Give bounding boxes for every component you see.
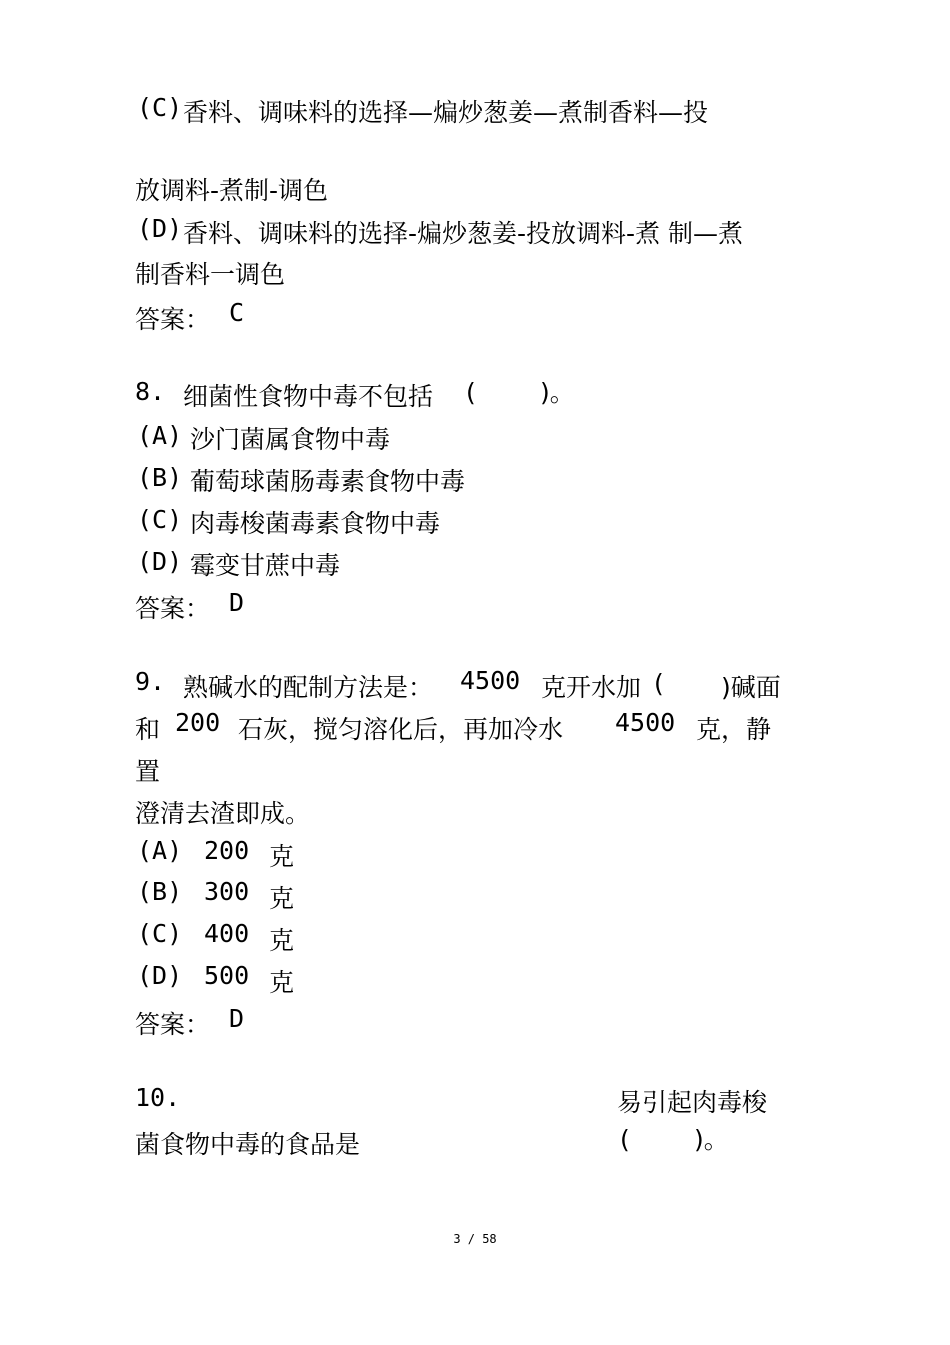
q9-option-a-unit: 克 <box>269 842 295 871</box>
q9-option-d-value: 500 <box>204 961 250 990</box>
q7-option-c-text: 香料、调味料的选择—煸炒葱姜—煮制香料—投 <box>183 98 709 127</box>
q8-option-c-marker: (C) <box>137 505 183 534</box>
q7-option-d-marker: (D) <box>137 214 183 243</box>
q8-stem: 细菌性食物中毒不包括 <box>183 382 434 411</box>
q7-answer-label: 答案： <box>135 305 211 334</box>
q7-option-d-text-cont: 制香料一调色 <box>135 260 286 289</box>
q9-number-4500-a: 4500 <box>460 666 521 695</box>
q7-option-d-text: 香料、调味料的选择-煸炒葱姜-投放调料-煮 制—煮 <box>183 219 744 248</box>
q8-answer: D <box>229 588 245 617</box>
q8-option-d-marker: (D) <box>137 547 183 576</box>
q10-blank-close: )。 <box>694 1125 729 1154</box>
q9-number-200: 200 <box>175 708 221 737</box>
q8-option-a-text: 沙门菌属食物中毒 <box>190 425 391 454</box>
q9-option-c-marker: (C) <box>137 919 183 948</box>
q9-option-c-value: 400 <box>204 919 250 948</box>
q9-stem-part6: 置 <box>135 757 161 786</box>
q8-option-b-marker: (B) <box>137 463 183 492</box>
q9-stem-part3: 和 <box>135 715 161 744</box>
q8-option-b-text: 葡萄球菌肠毒素食物中毒 <box>190 467 466 496</box>
q8-number: 8. <box>135 377 166 406</box>
q9-blank-close: )碱面 <box>721 673 781 702</box>
q9-stem-part4: 石灰，搅匀溶化后，再加冷水 <box>238 715 564 744</box>
q9-answer-label: 答案： <box>135 1010 211 1039</box>
q9-blank-open: ( <box>654 669 664 698</box>
q8-blank-close: )。 <box>540 378 575 407</box>
q9-stem-part1: 熟碱水的配制方法是： <box>183 673 434 702</box>
q7-option-c-marker: (C) <box>137 93 183 122</box>
q9-stem-part7: 澄清去渣即成。 <box>135 799 311 828</box>
q9-number-4500-b: 4500 <box>615 708 676 737</box>
q8-option-c-text: 肉毒梭菌毒素食物中毒 <box>190 509 441 538</box>
q10-blank-open: ( <box>620 1125 630 1154</box>
q8-answer-label: 答案： <box>135 594 211 623</box>
q9-option-b-unit: 克 <box>269 884 295 913</box>
q7-answer: C <box>229 298 245 327</box>
q10-stem-left: 菌食物中毒的食品是 <box>135 1130 361 1159</box>
page-indicator: 3 / 58 <box>453 1232 497 1246</box>
q9-option-a-marker: (A) <box>137 836 183 865</box>
q9-option-b-value: 300 <box>204 877 250 906</box>
q9-option-b-marker: (B) <box>137 877 183 906</box>
q9-option-d-unit: 克 <box>269 968 295 997</box>
q9-stem-part2: 克开水加 <box>541 673 642 702</box>
q10-number: 10. <box>135 1083 181 1112</box>
q7-option-c-text-cont: 放调料-煮制-调色 <box>135 176 329 205</box>
q9-number: 9. <box>135 667 166 696</box>
q9-option-a-value: 200 <box>204 836 250 865</box>
q10-stem-right: 易引起肉毒梭 <box>617 1088 768 1117</box>
q9-option-c-unit: 克 <box>269 926 295 955</box>
q9-stem-part5: 克，静 <box>696 715 772 744</box>
q8-blank-open: ( <box>466 378 476 407</box>
q9-answer: D <box>229 1004 245 1033</box>
q8-option-d-text: 霉变甘蔗中毒 <box>190 551 341 580</box>
q9-option-d-marker: (D) <box>137 961 183 990</box>
q8-option-a-marker: (A) <box>137 421 183 450</box>
